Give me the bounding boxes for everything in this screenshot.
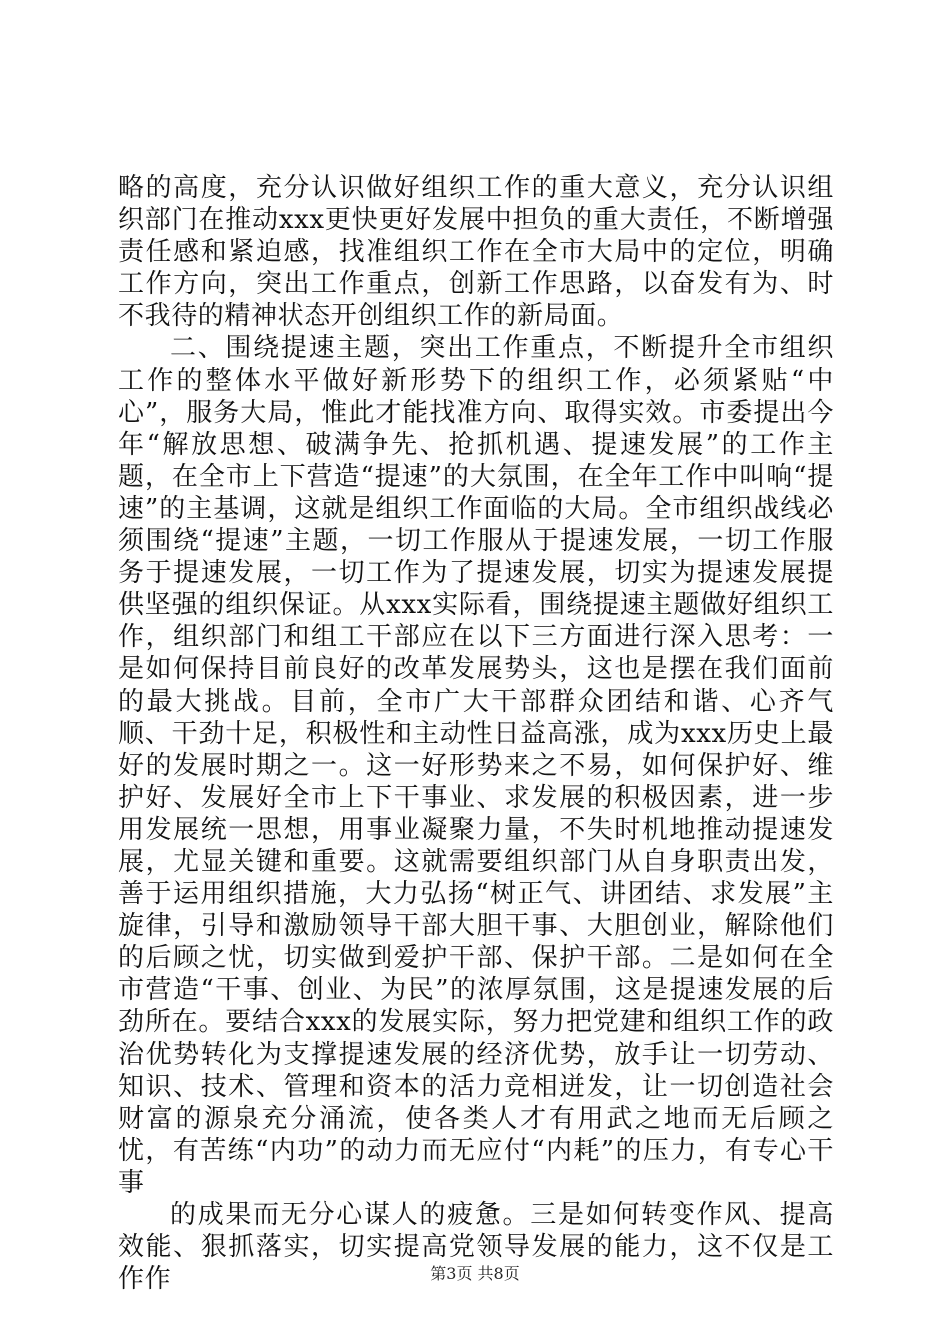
paragraph-2: 二、围绕提速主题，突出工作重点，不断提升全市组织工作的整体水平做好新形势下的组织工作，必须紧贴“中心”，服务大局，惟此才能找准方向、取得实效。市委提出今年“解放思想、破满争先、抢抓机遇、提速发展”的工作主题，在全市上下营造“提速”的大氛围，在全年工作中叫响“提速”的主基调，这就是组织工作面临的大局。全市组织战线必须围绕“提速”主题，一切工作服从于提速发展，一切工作服务于提速发展，一切工作为了提速发展，切实为提速发展提供坚强的组织保证。从xxx实际看，围绕提速主题做好组织工作，组织部门和组工干部应在以下三方面进行深入思考：一是如何保持目前良好的改革发展势头，这也是摆在我们面前的最大挑战。目前，全市广大干部群众团结和谐、心齐气顺、干劲十足，积极性和主动性日益高涨，成为xxx历史上最好的发展时期之一。这一好形势来之不易，如何保护好、维护好、发展好全市上下干事业、求发展的积极因素，进一步用发展统一思想，用事业凝聚力量，不失时机地推动提速发展，尤显关键和重要。这就需要组织部门从自身职责出发，善于运用组织措施，大力弘扬“树正气、讲团结、求发展”主旋律，引导和激励领导干部大胆干事、大胆创业，解除他们的后顾之忧，切实做到爱护干部、保护干部。二是如何在全市营造“干事、创业、为民”的浓厚氛围，这是提速发展的后劲所在。要结合xxx的发展实际，努力把党建和组织工作的政治优势转化为支撑提速发展的经济优势，放手让一切劳动、知识、技术、管理和资本的活力竞相迸发，让一切创造社会财富的源泉充分涌流，使各类人才有用武之地而无后顾之忧，有苦练“内功”的动力而无应付“内耗”的压力，有专心干事 xyxy=(118,333,834,1198)
paragraph-1: 略的高度，充分认识做好组织工作的重大意义，充分认识组织部门在推动xxx更快更好发展中担负的重大责任，不断增强责任感和紧迫感，找准组织工作在全市大局中的定位，明确工作方向，突出工作重点，创新工作思路，以奋发有为、时不我待的精神状态开创组织工作的新局面。 xyxy=(118,173,834,332)
paragraph-3: 的成果而无分心谋人的疲惫。三是如何转变作风、提高效能、狠抓落实，切实提高党领导发展的能力，这不仅是工作作 xyxy=(118,1200,834,1295)
document-body xyxy=(118,172,834,1295)
page-number: 第3页 共8页 xyxy=(430,1264,520,1283)
